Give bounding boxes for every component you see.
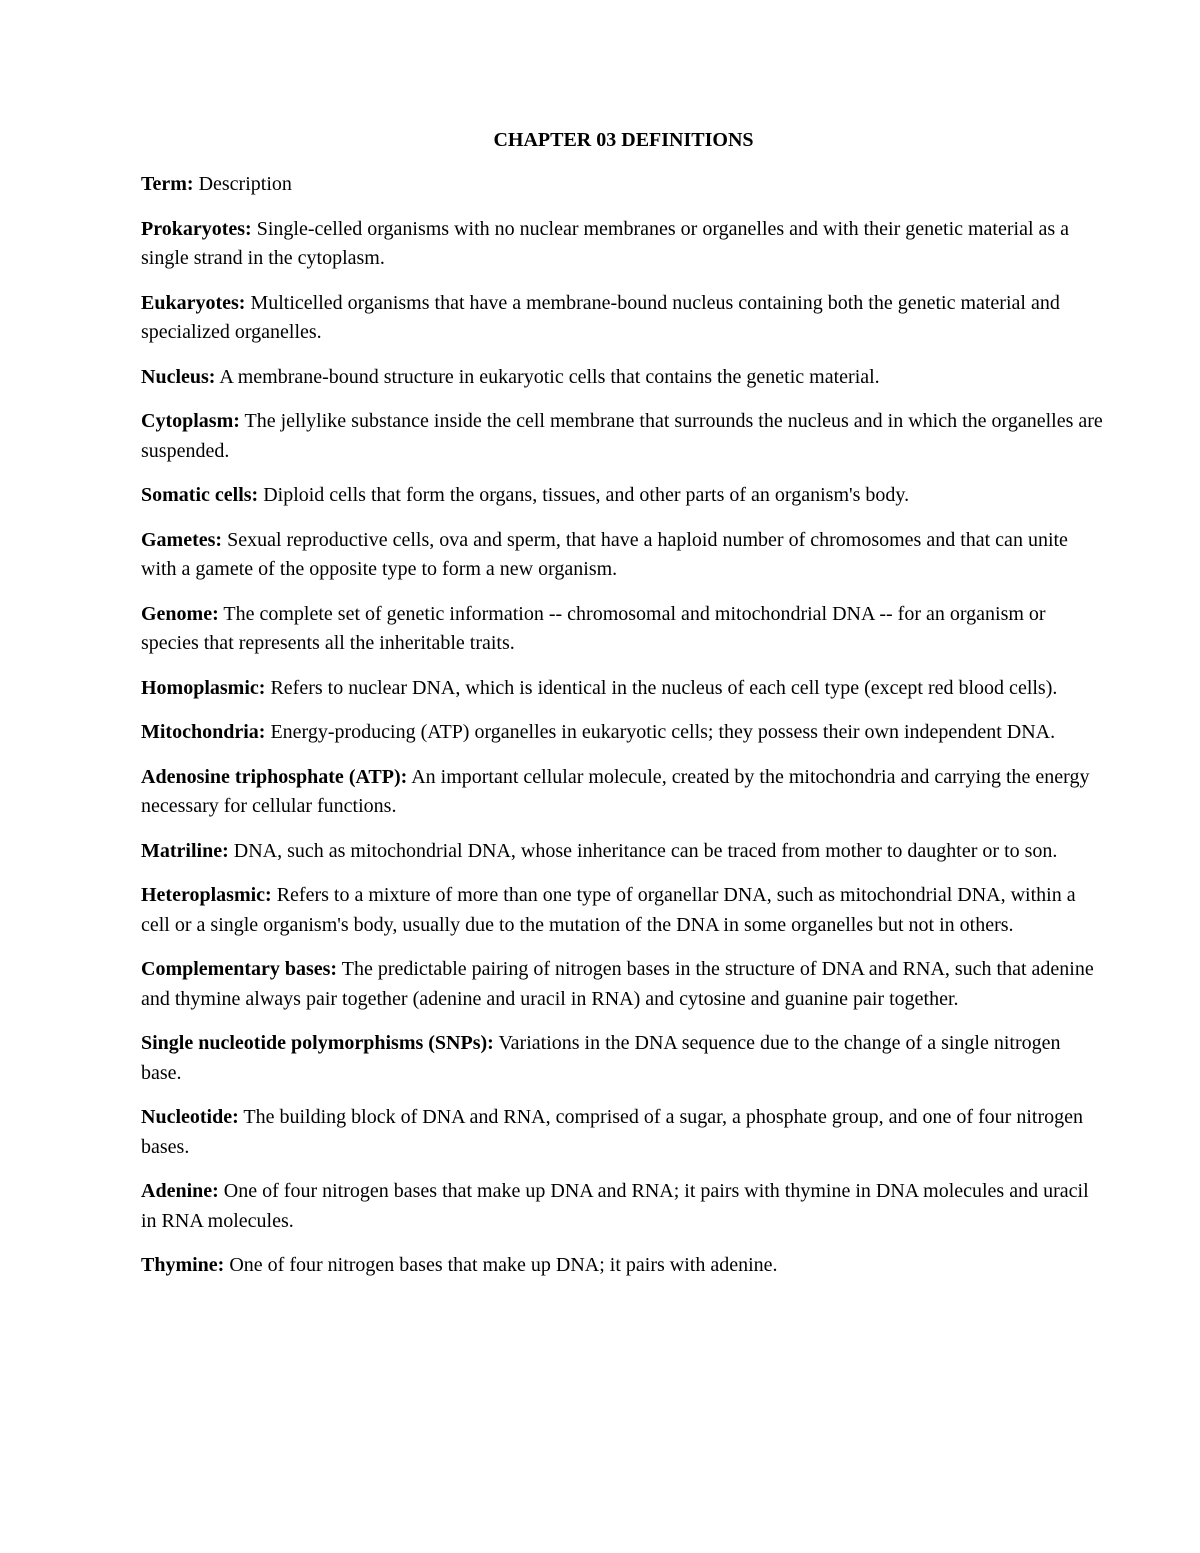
- definition-description: Refers to nuclear DNA, which is identical in the nucleus of each cell type (except red blood cells).: [270, 676, 1058, 699]
- definition-term: Somatic cells:: [141, 484, 259, 506]
- definition-entry: [141, 1103, 1106, 1162]
- definition-description: Description: [198, 173, 292, 195]
- definition-entry: [141, 600, 1106, 659]
- definition-entry: [141, 881, 1106, 940]
- definition-entry: [141, 837, 1106, 867]
- definition-term: Matriline:: [141, 839, 229, 862]
- definition-description: The complete set of genetic information -- chromosomal and mitochondrial DNA -- for an organism or species that represents all the inheritable traits.: [141, 602, 1046, 654]
- definition-entry: [141, 170, 1106, 200]
- definition-term: Cytoplasm:: [141, 410, 240, 432]
- definition-entry: [141, 955, 1106, 1014]
- definition-term: Nucleus:: [141, 365, 216, 388]
- definition-description: Diploid cells that form the organs, tissues, and other parts of an organism's body.: [263, 484, 910, 506]
- definition-entry: [141, 481, 1106, 511]
- definition-description: Refers to a mixture of more than one type of organellar DNA, such as mitochondrial DNA, within a cell or a single organism's body, usually due to the mutation of the DNA in some organelles but not in others.: [141, 884, 1076, 936]
- definition-entry: [141, 763, 1106, 822]
- definition-entry: [141, 1177, 1106, 1236]
- definition-description: Sexual reproductive cells, ova and sperm, that have a haploid number of chromosomes and that can unite with a gamete of the opposite type to form a new organism.: [141, 528, 1068, 580]
- definition-term: Thymine:: [141, 1254, 225, 1276]
- page-title: CHAPTER 03 DEFINITIONS: [493, 129, 754, 151]
- definition-entry: [141, 289, 1106, 348]
- definition-description: One of four nitrogen bases that make up DNA and RNA; it pairs with thymine in DNA molecules and uracil in RNA molecules.: [141, 1180, 1089, 1232]
- definition-term: Prokaryotes:: [141, 217, 252, 240]
- definition-term: Complementary bases:: [141, 958, 338, 980]
- definition-description: One of four nitrogen bases that make up DNA; it pairs with adenine.: [229, 1254, 778, 1276]
- document-page: [141, 126, 1106, 1296]
- definition-term: Single nucleotide polymorphisms (SNPs):: [141, 1032, 494, 1054]
- definition-description: An important cellular molecule, created by the mitochondria and carrying the energy necessary for cellular functions.: [141, 765, 1090, 817]
- definition-entry: [141, 407, 1106, 466]
- definition-entry: [141, 674, 1106, 704]
- definition-entry: [141, 526, 1106, 585]
- definition-term: Heteroplasmic:: [141, 884, 272, 906]
- definition-term: Eukaryotes:: [141, 291, 246, 314]
- definition-description: DNA, such as mitochondrial DNA, whose inheritance can be traced from mother to daughter or to son.: [233, 839, 1058, 862]
- definition-description: Multicelled organisms that have a membrane-bound nucleus containing both the genetic material and specialized organelles.: [141, 291, 1060, 343]
- definition-term: Genome:: [141, 602, 219, 625]
- definition-term: Nucleotide:: [141, 1106, 239, 1128]
- definition-term: Adenosine triphosphate (ATP):: [141, 765, 408, 788]
- definition-description: Single-celled organisms with no nuclear membranes or organelles and with their genetic material as a single strand in the cytoplasm.: [141, 217, 1070, 269]
- definition-term: Homoplasmic:: [141, 676, 266, 699]
- definition-entry: [141, 718, 1106, 748]
- definition-list: [141, 170, 1106, 1281]
- definition-entry: [141, 363, 1106, 393]
- definition-term: Term:: [141, 173, 194, 195]
- definition-entry: [141, 1251, 1106, 1281]
- definition-description: Energy-producing (ATP) organelles in eukaryotic cells; they possess their own independent DNA.: [270, 721, 1056, 743]
- definition-entry: [141, 215, 1106, 274]
- definition-description: The building block of DNA and RNA, comprised of a sugar, a phosphate group, and one of four nitrogen bases.: [141, 1106, 1083, 1158]
- definition-description: The jellylike substance inside the cell membrane that surrounds the nucleus and in which the organelles are suspended.: [141, 410, 1103, 462]
- definition-term: Mitochondria:: [141, 721, 266, 743]
- definition-term: Gametes:: [141, 528, 223, 551]
- definition-entry: [141, 1029, 1106, 1088]
- definition-description: Variations in the DNA sequence due to the change of a single nitrogen base.: [141, 1032, 1061, 1084]
- definition-description: A membrane-bound structure in eukaryotic cells that contains the genetic material.: [219, 365, 880, 388]
- definition-description: The predictable pairing of nitrogen bases in the structure of DNA and RNA, such that adenine and thymine always pair together (adenine and uracil in RNA) and cytosine and guanine pair together.: [141, 958, 1094, 1010]
- definition-term: Adenine:: [141, 1180, 219, 1202]
